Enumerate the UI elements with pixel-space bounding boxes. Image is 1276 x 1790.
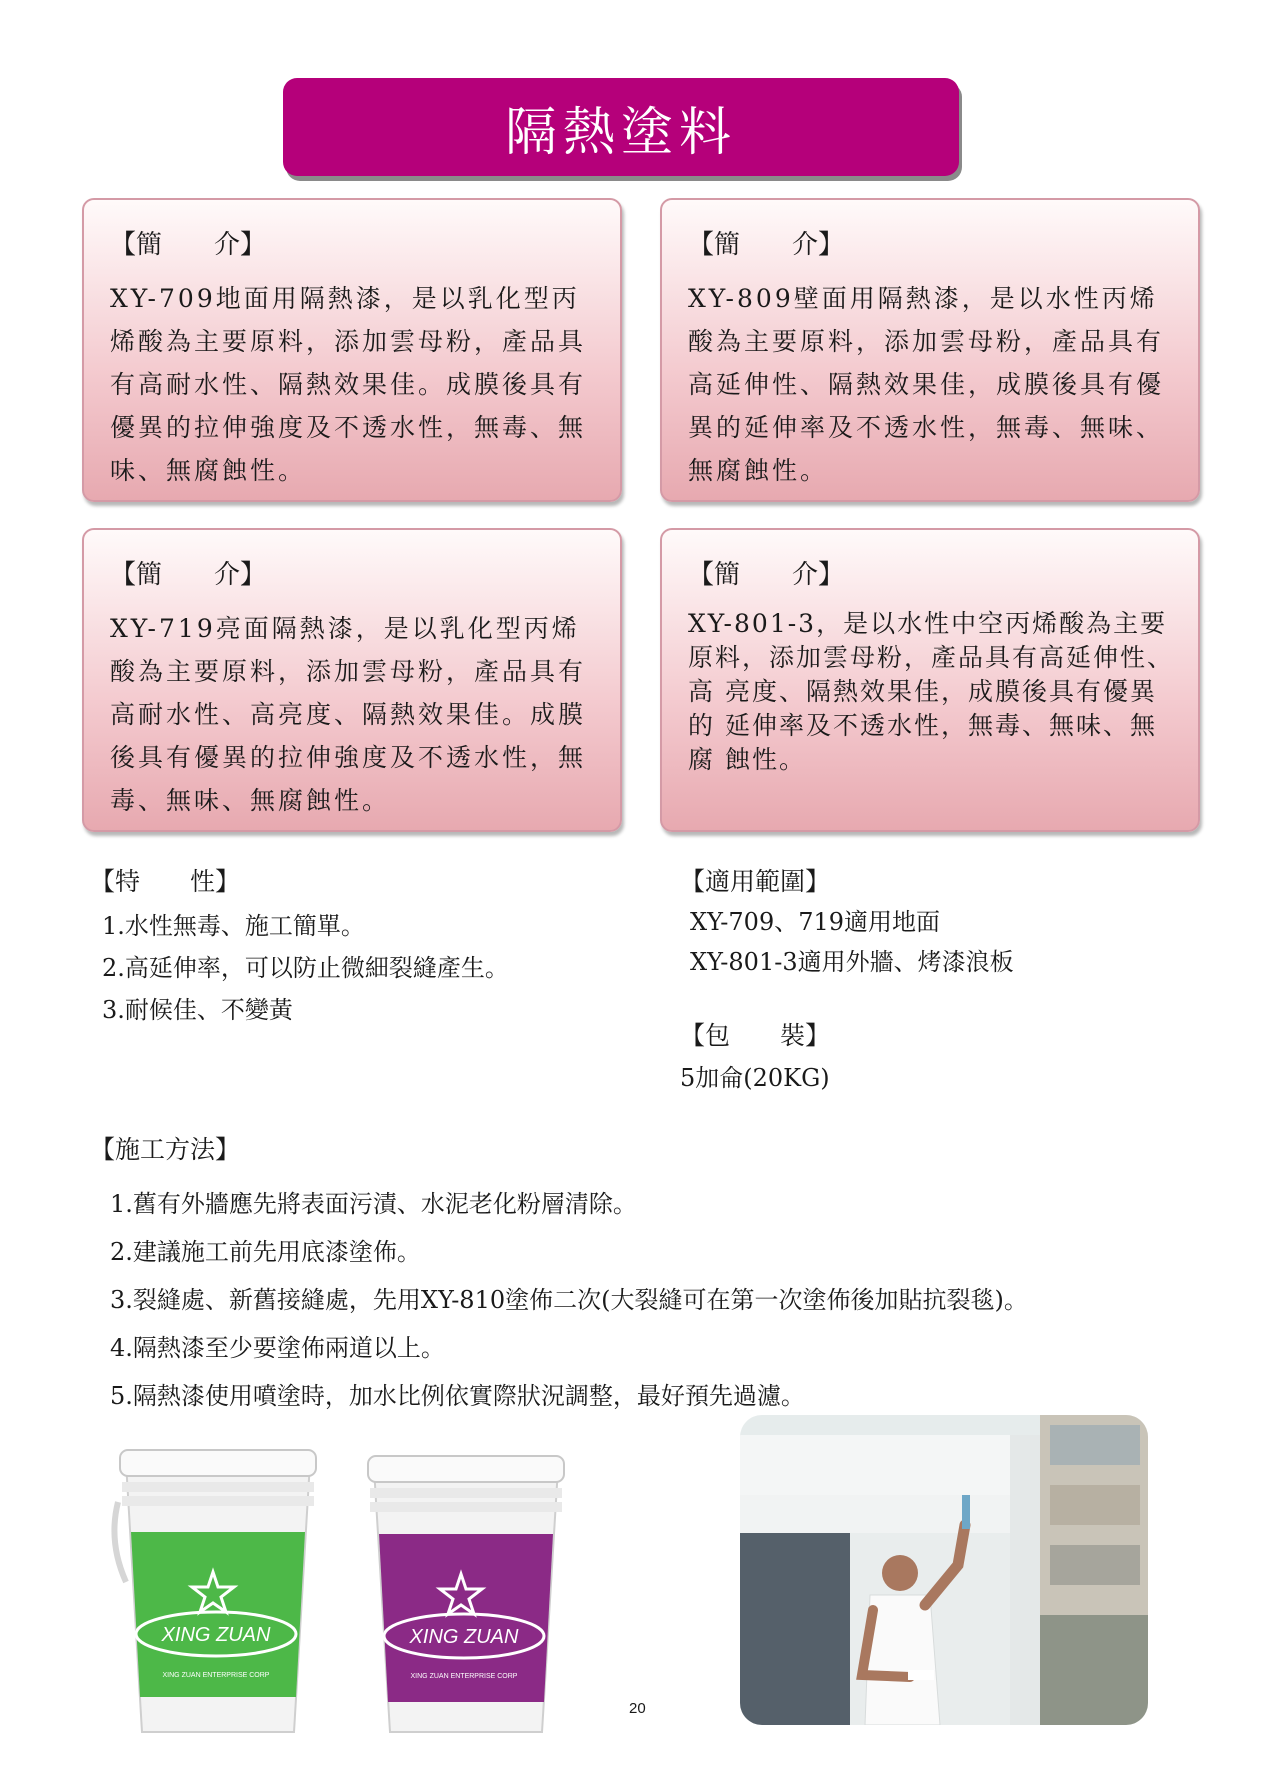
card-heading: 【簡 介】: [110, 560, 267, 590]
intro-card-xy801-3: [660, 528, 1200, 832]
card-heading: 【簡 介】: [688, 560, 845, 590]
card-text: XY-709地面用隔熱漆，是以乳化型丙烯酸為主要原料，添加雲母粉，產品具有高耐水性、隔熱效果佳。成膜後具有優異的拉伸強度及不透水性，無毒、無味、無腐蝕性。: [110, 284, 587, 485]
green-paint-bucket: [108, 1432, 328, 1742]
intro-card-xy809: [660, 198, 1200, 502]
card-text: XY-719亮面隔熱漆，是以乳化型丙烯酸為主要原料，添加雲母粉，產品具有高耐水性、高亮度、隔熱效果佳。成膜後具有優異的拉伸強度及不透水性，無毒、無味、無腐蝕性。: [110, 614, 587, 815]
intro-card-xy709: [82, 198, 622, 502]
list-item: XY-709、719適用地面: [690, 908, 941, 936]
features-list: [102, 905, 509, 1031]
list-item: 2.建議施工前先用底漆塗佈。: [110, 1238, 421, 1266]
card-text: XY-809壁面用隔熱漆，是以水性丙烯酸為主要原料，添加雲母粉，產品具有高延伸性、隔熱效果佳，成膜後具有優異的延伸率及不透水性，無毒、無味、無腐蝕性。: [688, 284, 1165, 485]
list-item: 3.耐候佳、不變黃: [102, 996, 293, 1024]
method-heading: 【施工方法】: [90, 1135, 241, 1164]
list-item: 1.水性無毒、施工簡單。: [102, 912, 365, 940]
card-heading: 【簡 介】: [688, 230, 845, 260]
card-heading: 【簡 介】: [110, 230, 267, 260]
method-list: [110, 1180, 1028, 1420]
purple-paint-bucket: [356, 1440, 576, 1740]
scope-list: [690, 902, 1014, 982]
list-item: 3.裂縫處、新舊接縫處，先用XY-810塗佈二次(大裂縫可在第一次塗佈後加貼抗裂毯)。: [110, 1286, 1028, 1314]
bucket-company: XING ZUAN ENTERPRISE CORP: [162, 1672, 270, 1679]
packaging-heading: 【包 裝】: [680, 1021, 831, 1050]
bucket-brand: XING ZUAN: [161, 1624, 271, 1646]
bucket-brand: XING ZUAN: [409, 1626, 519, 1648]
bucket-company: XING ZUAN ENTERPRISE CORP: [410, 1673, 518, 1680]
features-heading: 【特 性】: [90, 867, 241, 896]
list-item: XY-801-3適用外牆、烤漆浪板: [690, 948, 1014, 976]
scope-heading: 【適用範圍】: [680, 867, 831, 896]
page-number: 20: [629, 1700, 646, 1717]
list-item: 5.隔熱漆使用噴塗時，加水比例依實際狀況調整，最好預先過濾。: [110, 1382, 805, 1410]
title-banner: [283, 78, 959, 176]
page-title: 隔熱塗料: [504, 102, 737, 163]
packaging-value: 5加侖(20KG): [680, 1064, 830, 1092]
application-photo: [740, 1415, 1148, 1725]
list-item: 4.隔熱漆至少要塗佈兩道以上。: [110, 1334, 445, 1362]
list-item: 1.舊有外牆應先將表面污漬、水泥老化粉層清除。: [110, 1190, 637, 1218]
card-text: XY-801-3，是以水性中空丙烯酸為主要原料，添加雲母粉，產品具有高延伸性、高 亮度、隔熱效果佳，成膜後具有優異的 延伸率及不透水性，無毒、無味、無腐 蝕性。: [688, 609, 1175, 774]
intro-card-xy719: [82, 528, 622, 832]
list-item: 2.高延伸率，可以防止微細裂縫產生。: [102, 954, 509, 982]
